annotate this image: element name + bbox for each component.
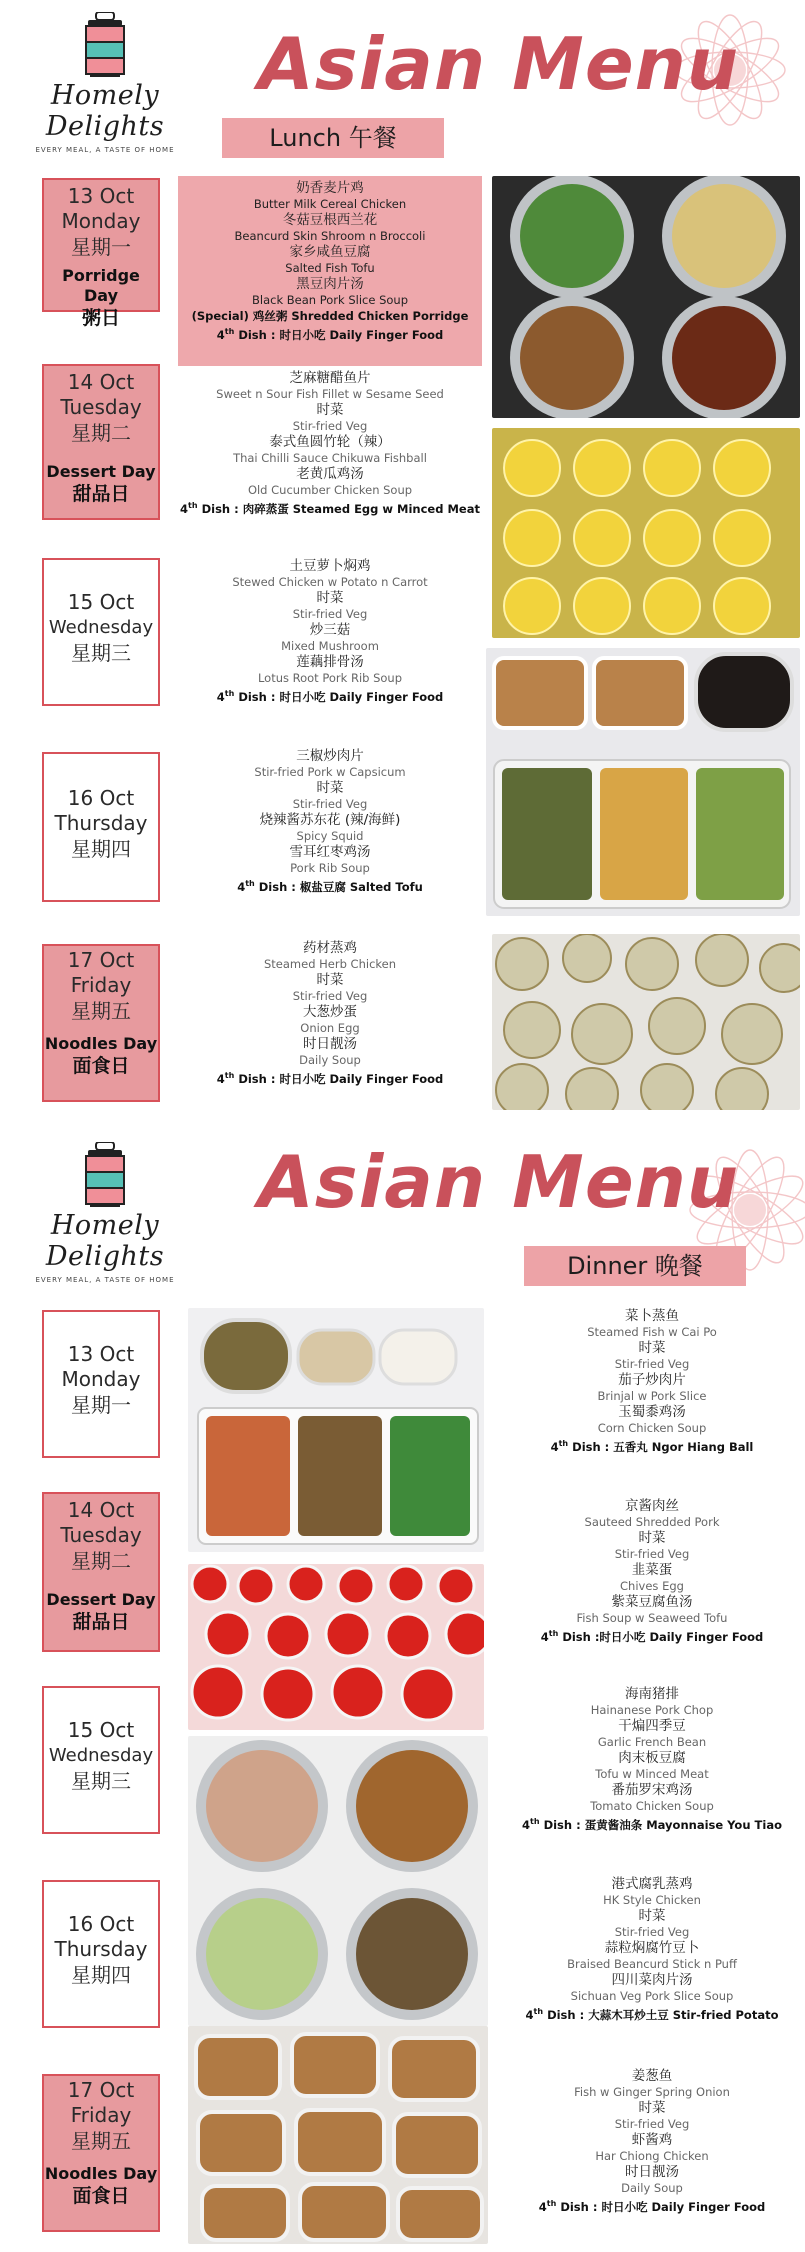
dish-cn: 三椒炒肉片 [296, 748, 364, 764]
dish-en: Hainanese Pork Chop [590, 1703, 714, 1717]
day-date: 14 Oct [67, 1498, 135, 1522]
tiffin-carrier-icon [80, 12, 130, 78]
dish-cn: 奶香麦片鸡 [296, 180, 364, 196]
fourth-dish: 4th Dish : 肉碎蒸蛋 Steamed Egg w Minced Meat [180, 501, 480, 516]
dish-en: Stewed Chicken w Potato n Carrot [232, 575, 428, 589]
food-photo [188, 1564, 484, 1730]
day-name: Friday [70, 2103, 132, 2127]
special-day-cn: 甜品日 [72, 1611, 130, 1633]
dish-cn: 时菜 [638, 1340, 666, 1356]
menu-title: Asian Menu [258, 22, 740, 106]
day-name-cn: 星期二 [71, 421, 131, 445]
day-menu [504, 1498, 800, 1645]
dish-cn: 时菜 [638, 1908, 666, 1924]
dish-en: Stir-fried Veg [292, 989, 368, 1003]
fourth-dish: 4th Dish :时日小吃 Daily Finger Food [540, 1629, 764, 1644]
dish-en: Salted Fish Tofu [285, 261, 375, 275]
day-name-cn: 星期三 [71, 641, 131, 665]
dish-en: Fish Soup w Seaweed Tofu [576, 1611, 728, 1625]
dish-cn: 虾酱鸡 [631, 2132, 673, 2148]
day-box [42, 1492, 160, 1652]
day-name: Monday [61, 209, 141, 233]
dish-cn: 时日靓汤 [303, 1036, 357, 1052]
day-name: Tuesday [60, 1523, 142, 1547]
dish-en: Pork Rib Soup [290, 861, 370, 875]
day-menu [178, 940, 482, 1087]
dish-cn: 时菜 [638, 2100, 666, 2116]
dish-en: Sichuan Veg Pork Slice Soup [570, 1989, 734, 2003]
lunch-label: Lunch 午餐 [222, 118, 444, 158]
food-photo [492, 428, 800, 638]
day-box [42, 558, 160, 706]
day-name-cn: 星期四 [71, 1963, 131, 1987]
dish-cn: 莲藕排骨汤 [296, 654, 364, 670]
dish-cn: 炒三菇 [309, 622, 351, 638]
dish-cn: 肉末板豆腐 [618, 1750, 686, 1766]
dish-cn: 港式腐乳蒸鸡 [611, 1876, 693, 1892]
fourth-dish: 4th Dish : 时日小吃 Daily Finger Food [538, 2199, 766, 2214]
dish-cn: 泰式鱼圆竹轮（辣） [269, 434, 391, 450]
dish-en: Stir-fried Veg [614, 1547, 690, 1561]
fourth-dish: 4th Dish : 大蒜木耳炒土豆 Stir-fried Potato [525, 2007, 779, 2022]
dish-en: Brinjal w Pork Slice [597, 1389, 707, 1403]
dish-en: Black Bean Pork Slice Soup [252, 293, 408, 307]
day-name: Thursday [54, 811, 148, 835]
day-date: 15 Oct [67, 1718, 135, 1742]
dish-en: Old Cucumber Chicken Soup [247, 483, 413, 497]
dish-cn: 黑豆肉片汤 [296, 276, 364, 292]
dish-en: Corn Chicken Soup [597, 1421, 707, 1435]
dish-cn: 老黄瓜鸡汤 [296, 466, 364, 482]
brand-tagline: EVERY MEAL, A TASTE OF HOME [35, 146, 175, 154]
dish-cn: 海南猪排 [625, 1686, 679, 1702]
dish-cn: 姜葱鱼 [631, 2068, 673, 2084]
day-box [42, 364, 160, 520]
food-photo [486, 648, 800, 916]
dish-cn: 紫菜豆腐鱼汤 [611, 1594, 693, 1610]
fourth-dish: 4th Dish : 椒盐豆腐 Salted Tofu [237, 879, 423, 894]
lunch-section [0, 0, 805, 1120]
dish-en: Steamed Fish w Cai Po [587, 1325, 717, 1339]
dish-cn: 土豆萝卜焖鸡 [289, 558, 371, 574]
day-name: Monday [61, 1367, 141, 1391]
dish-en: Har Chiong Chicken [595, 2149, 709, 2163]
day-name-cn: 星期四 [71, 837, 131, 861]
brand-name: Homely Delights [45, 1210, 165, 1272]
dish-cn: 药材蒸鸡 [303, 940, 357, 956]
day-box [42, 1880, 160, 2028]
day-box [42, 1686, 160, 1834]
dish-cn: 时日靓汤 [625, 2164, 679, 2180]
dish-en: Onion Egg [300, 1021, 360, 1035]
dish-en: Thai Chilli Sauce Chikuwa Fishball [233, 451, 427, 465]
special-day: Dessert Day [46, 462, 156, 481]
special-dish: (Special) 鸡丝粥 Shredded Chicken Porridge [191, 309, 469, 323]
day-box [42, 2074, 160, 2232]
day-name-cn: 星期一 [71, 1393, 131, 1417]
dish-cn: 玉蜀黍鸡汤 [618, 1404, 686, 1420]
dish-en: Steamed Herb Chicken [263, 957, 397, 971]
day-box [42, 1310, 160, 1458]
dish-cn: 冬菇豆根西兰花 [282, 212, 378, 228]
dish-cn: 时菜 [316, 972, 344, 988]
dish-cn: 蒜粒焖腐竹豆卜 [604, 1940, 700, 1956]
tiffin-carrier-icon [80, 1142, 130, 1208]
food-photo [188, 2026, 488, 2244]
dish-en: Sweet n Sour Fish Fillet w Sesame Seed [216, 387, 444, 401]
dish-en: Garlic French Bean [597, 1735, 707, 1749]
menu-title: Asian Menu [258, 1140, 740, 1224]
day-menu [178, 748, 482, 895]
dish-en: Daily Soup [621, 2181, 683, 2195]
day-date: 17 Oct [67, 948, 135, 972]
dish-en: Stir-fried Veg [292, 797, 368, 811]
dinner-label: Dinner 晚餐 [524, 1246, 746, 1286]
day-date: 16 Oct [67, 786, 135, 810]
day-menu [178, 558, 482, 705]
day-box [42, 178, 160, 329]
special-day: Dessert Day [46, 1590, 156, 1609]
fourth-dish: 4th Dish : 蛋黄酱油条 Mayonnaise You Tiao [522, 1817, 782, 1832]
food-photo [188, 1736, 488, 2026]
dish-cn: 四川菜肉片汤 [611, 1972, 693, 1988]
special-day-cn: 甜品日 [72, 483, 130, 505]
dish-cn: 时菜 [316, 402, 344, 418]
dish-en: Stir-fried Veg [614, 1925, 690, 1939]
food-photo [492, 934, 800, 1110]
brand-tagline: EVERY MEAL, A TASTE OF HOME [35, 1276, 175, 1284]
dish-cn: 菜卜蒸鱼 [625, 1308, 679, 1324]
brand-logo [10, 12, 200, 154]
day-name-cn: 星期五 [71, 999, 131, 1023]
day-menu [178, 370, 482, 517]
day-name-cn: 星期五 [71, 2129, 131, 2153]
dish-en: Butter Milk Cereal Chicken [253, 197, 407, 211]
day-name: Thursday [54, 1937, 148, 1961]
day-date: 13 Oct [67, 1342, 135, 1366]
dish-cn: 雪耳红枣鸡汤 [289, 844, 371, 860]
dish-en: Stir-fried Veg [614, 1357, 690, 1371]
dish-cn: 时菜 [316, 590, 344, 606]
dish-cn: 烧辣酱苏东花 (辣/海鲜) [259, 812, 401, 828]
day-name: Tuesday [60, 395, 142, 419]
special-day: Porridge Day [62, 266, 140, 305]
dish-en: Lotus Root Pork Rib Soup [257, 671, 403, 685]
food-photo [188, 1308, 484, 1552]
day-name-cn: 星期三 [71, 1769, 131, 1793]
day-box [42, 752, 160, 902]
day-menu [504, 1308, 800, 1455]
day-box [42, 944, 160, 1102]
dish-cn: 茄子炒肉片 [618, 1372, 686, 1388]
day-menu [178, 176, 482, 366]
dish-cn: 京酱肉丝 [625, 1498, 679, 1514]
day-menu [504, 1876, 800, 2023]
dish-en: Beancurd Skin Shroom n Broccoli [234, 229, 426, 243]
dish-cn: 韭菜蛋 [631, 1562, 673, 1578]
dish-cn: 时菜 [316, 780, 344, 796]
dish-en: Tomato Chicken Soup [590, 1799, 714, 1813]
dish-cn: 芝麻糖醋鱼片 [289, 370, 371, 386]
day-name: Wednesday [48, 1745, 154, 1766]
dish-en: Stir-fried Pork w Capsicum [254, 765, 406, 779]
brand-logo [10, 1142, 200, 1284]
dish-en: Sauteed Shredded Pork [584, 1515, 720, 1529]
dish-en: Fish w Ginger Spring Onion [574, 2085, 730, 2099]
special-day: Noodles Day [44, 2164, 158, 2183]
dish-en: Stir-fried Veg [614, 2117, 690, 2131]
day-date: 15 Oct [67, 590, 135, 614]
day-name: Wednesday [48, 617, 154, 638]
dish-en: Stir-fried Veg [292, 607, 368, 621]
day-date: 16 Oct [67, 1912, 135, 1936]
fourth-dish: 4th Dish : 五香丸 Ngor Hiang Ball [550, 1439, 754, 1454]
dinner-section [0, 1120, 805, 2252]
special-day-cn: 面食日 [72, 2185, 130, 2207]
fourth-dish: 4th Dish : 时日小吃 Daily Finger Food [216, 689, 444, 704]
dish-cn: 番茄罗宋鸡汤 [611, 1782, 693, 1798]
day-name-cn: 星期一 [71, 235, 131, 259]
dish-en: Tofu w Minced Meat [595, 1767, 709, 1781]
special-day-cn: 面食日 [72, 1055, 130, 1077]
dish-cn: 干煸四季豆 [618, 1718, 686, 1734]
dish-en: Chives Egg [620, 1579, 684, 1593]
fourth-dish: 4th Dish : 时日小吃 Daily Finger Food [216, 1071, 444, 1086]
dish-en: HK Style Chicken [603, 1893, 701, 1907]
day-name-cn: 星期二 [71, 1549, 131, 1573]
fourth-dish: 4th Dish : 时日小吃 Daily Finger Food [216, 327, 444, 342]
day-menu [504, 2068, 800, 2215]
dish-en: Daily Soup [299, 1053, 361, 1067]
special-day: Noodles Day [44, 1034, 158, 1053]
food-photo [492, 176, 800, 418]
day-date: 17 Oct [67, 2078, 135, 2102]
dish-cn: 大葱炒蛋 [303, 1004, 357, 1020]
day-menu [504, 1686, 800, 1833]
day-date: 14 Oct [67, 370, 135, 394]
dish-cn: 家乡咸鱼豆腐 [289, 244, 371, 260]
dish-en: Stir-fried Veg [292, 419, 368, 433]
special-day-cn: 粥日 [81, 307, 120, 329]
day-date: 13 Oct [67, 184, 135, 208]
dish-en: Spicy Squid [296, 829, 364, 843]
dish-en: Braised Beancurd Stick n Puff [567, 1957, 737, 1971]
dish-en: Mixed Mushroom [281, 639, 379, 653]
brand-name: Homely Delights [45, 80, 165, 142]
dish-cn: 时菜 [638, 1530, 666, 1546]
day-name: Friday [70, 973, 132, 997]
